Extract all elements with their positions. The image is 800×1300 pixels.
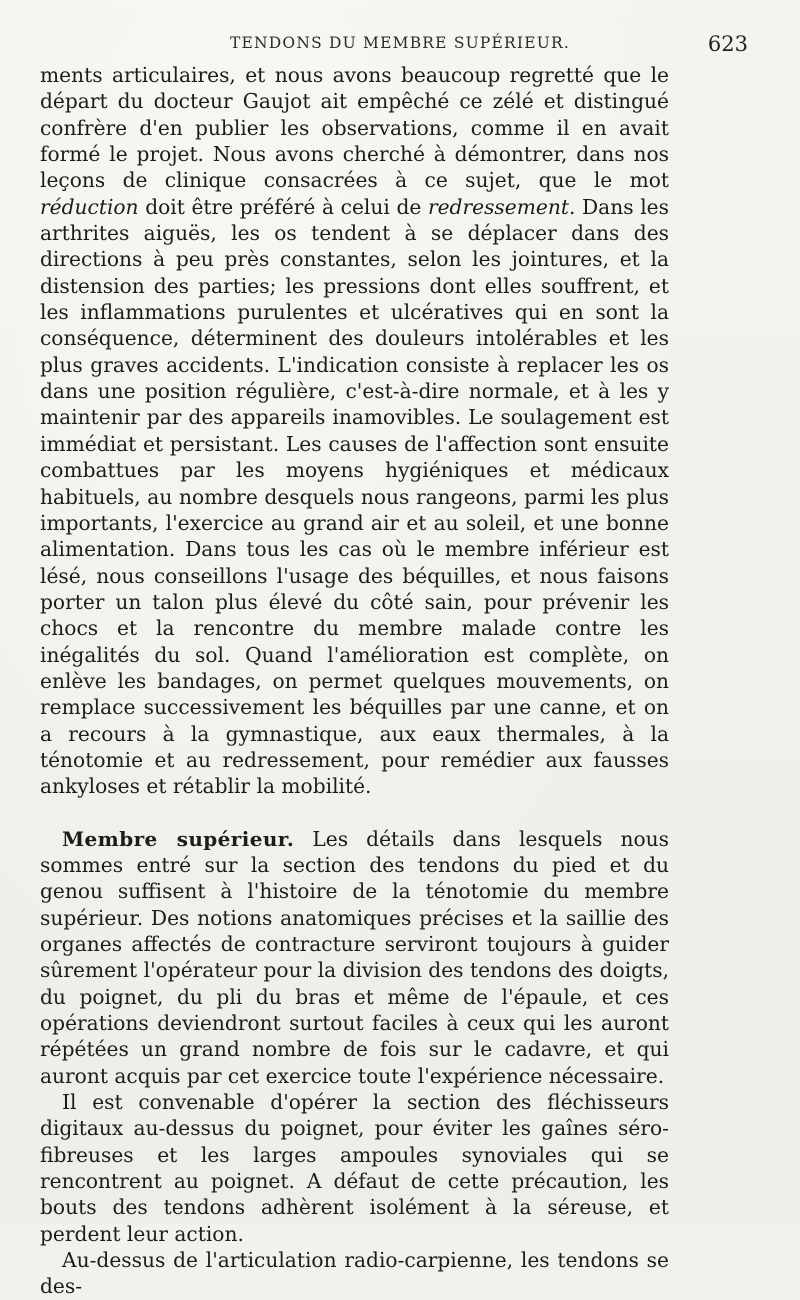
paragraph-4-text: Au-dessus de l'articulation radio-carpienne, les tendons se des- xyxy=(40,1248,669,1299)
paragraph-2-text: Les détails dans lesquels nous sommes entré sur la section des tendons du pied et du genou suffisent à l'histoire de la ténotomie du membre supérieur. Des notions anatomiques précises et la saillie des organes affectés de contracture serviront toujours à guider sûrement l'opérateur pour la division des tendons des doigts, du poignet, du pli du bras et même de l'épaule, et ces opérations deviendront surtout faciles à ceux qui les auront répétées un grand nombre de fois sur le cadavre, et qui auront acquis par cet exercice toute l'expérience nécessaire. xyxy=(40,826,669,1088)
paragraph-3-text: Il est convenable d'opérer la section des fléchisseurs digitaux au-dessus du poignet, pour éviter les gaînes séro-fibreuses et les larges ampoules synoviales qui se rencontrent au poignet. A défaut de cette précaution, les bouts des tendons adhèrent isolément à la séreuse, et perdent leur action. xyxy=(40,1090,669,1246)
paragraph-1-italic-redressement: redressement. xyxy=(427,194,576,219)
body-text xyxy=(40,62,669,1300)
paragraph-1 xyxy=(40,62,669,800)
paragraph-3 xyxy=(40,1089,669,1247)
paragraph-1-text-b: doit être préféré à celui de xyxy=(138,194,428,219)
paragraph-4 xyxy=(40,1247,669,1300)
paragraph-1-text-c: Dans les arthrites aiguës, les os tendent à se déplacer dans des directions à peu près constantes, selon les jointures, et la distension des parties; les pressions dont elles souffrent, et les inflammations purulentes et ulcératives qui en sont la conséquence, déterminent des douleurs intolérables et les plus graves accidents. L'indication consiste à replacer les os dans une position régulière, c'est-à-dire normale, et à les y maintenir par des appareils inamovibles. Le soulagement est immédiat et persistant. Les causes de l'affection sont ensuite combattues par les moyens hygiéniques et médicaux habituels, au nombre desquels nous rangeons, parmi les plus importants, l'exercice au grand air et au soleil, et une bonne alimentation. Dans tous les cas où le membre inférieur est lésé, nous conseillons l'usage des béquilles, et nous faisons porter un talon plus élevé du côté sain, pour prévenir les chocs et la rencontre du membre malade contre les inégalités du sol. Quand l'amélioration est complète, on enlève les bandages, on permet quelques mouvements, on remplace successivement les béquilles par une canne, et on a recours à la gymnastique, aux eaux thermales, à la ténotomie et au redressement, pour remédier aux fausses ankyloses et rétablir la mobilité. xyxy=(40,194,669,799)
running-header xyxy=(40,30,760,60)
section-heading: Membre supérieur. xyxy=(62,826,295,851)
paragraph-2 xyxy=(40,826,669,1089)
paragraph-1-italic-reduction: réduction xyxy=(40,194,139,219)
paragraph-1-text-a: ments articulaires, et nous avons beaucoup regretté que le départ du docteur Gaujot ait empêché ce zélé et distingué confrère d'en publier les observations, comme il en avait formé le projet. Nous avons cherché à démontrer, dans nos leçons de clinique consacrées à ce sujet, que le mot xyxy=(40,63,669,193)
running-title: TENDONS DU MEMBRE SUPÉRIEUR. xyxy=(229,34,571,52)
page-number: 623 xyxy=(707,32,748,56)
